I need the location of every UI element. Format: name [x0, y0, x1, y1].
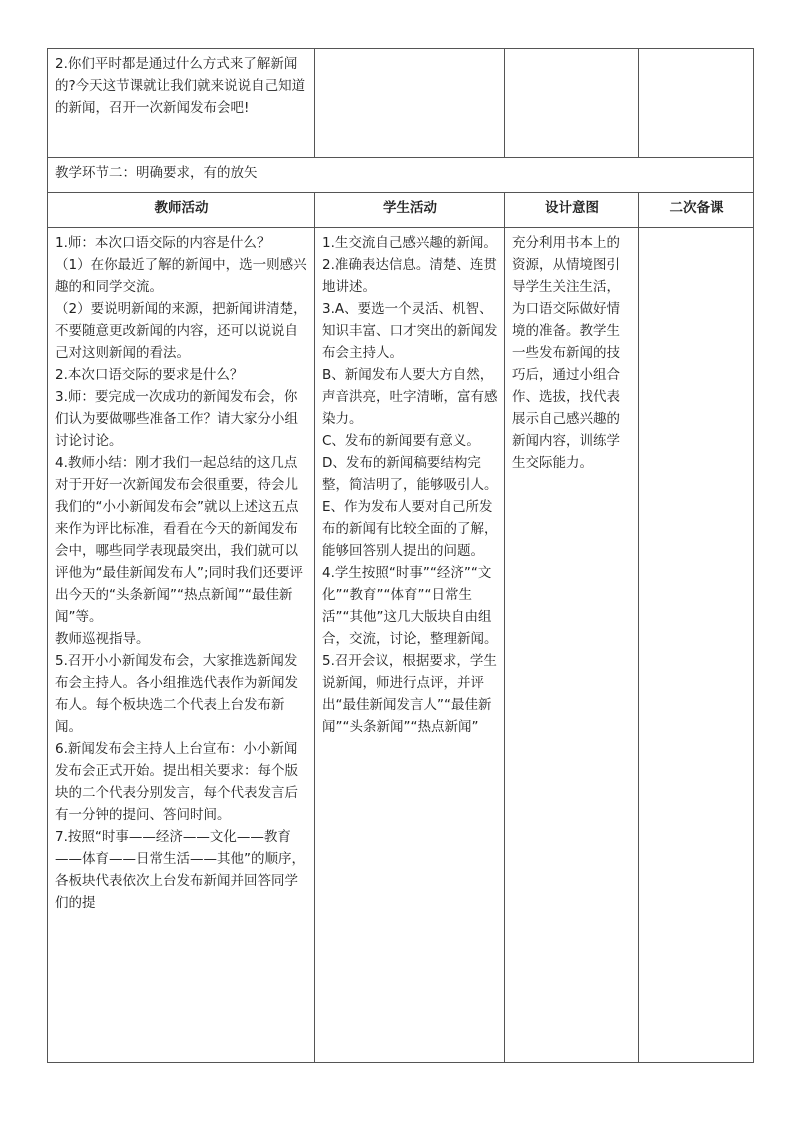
teacher-activity-cell — [48, 228, 315, 1063]
student-paragraph: E、作为发布人要对自己所发布的新闻有比较全面的了解，能够回答别人提出的问题。 — [322, 499, 498, 559]
student-paragraph: 4.学生按照“时事”“经济”“文化”“教育”“体育”“日常生活”“其他”这几大版块自由组合，交流，讨论，整理新闻。 — [322, 565, 498, 647]
header-student-activity: 学生活动 — [315, 193, 505, 228]
teacher-paragraph: 4.教师小结：刚才我们一起总结的这几点对于开好一次新闻发布会很重要，待会儿我们的“小小新闻发布会”就以上述这五点来作为评比标准，看看在今天的新闻发布会中，哪些同学表现最突出，我们就可以评他为“最佳新闻发布人”;同时我们还要评出今天的“头条新闻”“热点新闻”“最佳新闻”等。 — [55, 455, 304, 625]
teacher-paragraph: 6.新闻发布会主持人上台宣布：小小新闻发布会正式开始。提出相关要求：每个版块的二个代表分别发言，每个代表发言后有一分钟的提问、答问时间。 — [55, 741, 298, 823]
teacher-paragraph: 教师巡视指导。 — [55, 631, 150, 647]
header-second-prep: 二次备课 — [639, 193, 754, 228]
header-row — [48, 193, 754, 228]
content-row — [48, 228, 754, 1063]
second-prep-cell — [639, 228, 754, 1063]
student-paragraph: D、发布的新闻稿要结构完整，简洁明了，能够吸引人。 — [322, 455, 498, 493]
top-design-cell — [505, 49, 639, 158]
design-intent-text: 充分利用书本上的资源，从情境图引导学生关注生活，为口语交际做好情境的准备。教学生一些发布新闻的技巧后，通过小组合作、选拔，找代表展示自己感兴趣的新闻内容，训练学生交际能力。 — [512, 235, 620, 471]
header-teacher-activity: 教师活动 — [48, 193, 315, 228]
design-intent-cell — [505, 228, 639, 1063]
student-paragraph: 5.召开会议，根据要求，学生说新闻，师进行点评，并评出“最佳新闻发言人”“最佳新闻”“头条新闻”“热点新闻” — [322, 653, 497, 735]
teacher-paragraph: 3.师：要完成一次成功的新闻发布会，你们认为要做哪些准备工作？请大家分小组讨论讨论。 — [55, 389, 298, 449]
student-paragraph: 2.准确表达信息。清楚、连贯地讲述。 — [322, 257, 497, 295]
student-activity-cell — [315, 228, 505, 1063]
teacher-paragraph: 7.按照“时事——经济——文化——教育——体育——日常生活——其他”的顺序，各板块代表依次上台发布新闻并回答同学们的提 — [55, 829, 305, 911]
section-row — [48, 158, 754, 193]
teacher-paragraph: 2.本次口语交际的要求是什么？ — [55, 367, 244, 383]
student-paragraph: 3.A、要选一个灵活、机智、知识丰富、口才突出的新闻发布会主持人。 — [322, 301, 498, 361]
section-title: 教学环节二：明确要求，有的放矢 — [48, 158, 754, 193]
teacher-paragraph: （2）要说明新闻的来源，把新闻讲清楚，不要随意更改新闻的内容，还可以说说自己对这则新闻的看法。 — [55, 301, 307, 361]
top-teacher-text: 2.你们平时都是通过什么方式来了解新闻的?今天这节课就让我们就来说说自己知道的新闻，召开一次新闻发布会吧! — [55, 56, 306, 116]
student-paragraph: B、新闻发布人要大方自然，声音洪亮，吐字清晰，富有感染力。 — [322, 367, 498, 427]
teacher-paragraph: 1.师：本次口语交际的内容是什么？ — [55, 235, 271, 251]
teacher-paragraph: （1）在你最近了解的新闻中，选一则感兴趣的和同学交流。 — [55, 257, 307, 295]
top-row — [48, 49, 754, 158]
student-paragraph: C、发布的新闻要有意义。 — [322, 433, 480, 449]
student-paragraph: 1.生交流自己感兴趣的新闻。 — [322, 235, 497, 251]
header-design-intent: 设计意图 — [505, 193, 639, 228]
top-teacher-cell — [48, 49, 315, 158]
lesson-plan-table — [47, 48, 754, 1063]
teacher-paragraph: 5.召开小小新闻发布会，大家推选新闻发布会主持人。各小组推选代表作为新闻发布人。每个板块选二个代表上台发布新闻。 — [55, 653, 298, 735]
top-second-cell — [639, 49, 754, 158]
top-student-cell — [315, 49, 505, 158]
